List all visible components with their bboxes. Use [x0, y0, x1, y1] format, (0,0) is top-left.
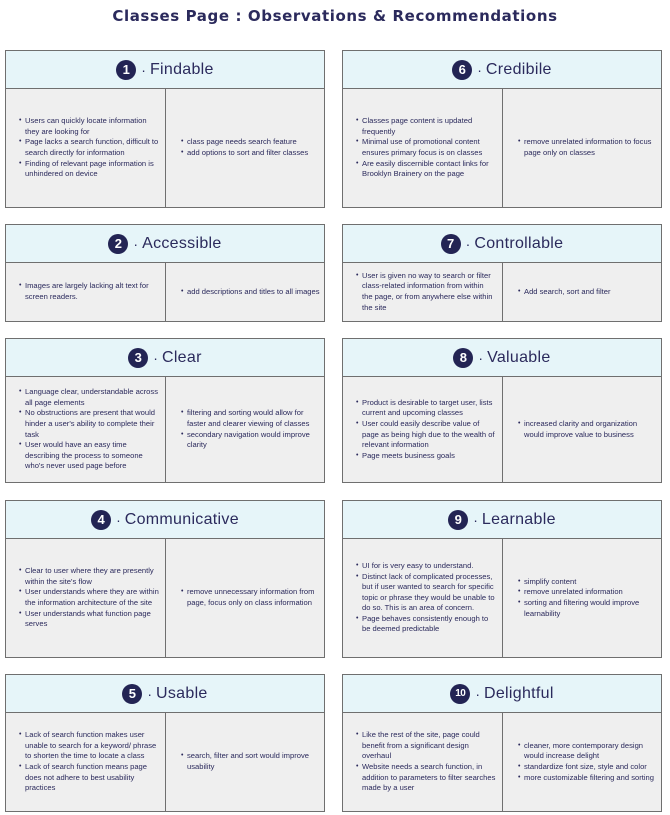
recommendations-column [503, 539, 661, 657]
card-communicative [5, 500, 325, 658]
recommendations-list [518, 287, 657, 298]
recommendation-item: • sorting and filtering would improve learnability [518, 598, 657, 619]
separator-dot: · [465, 235, 471, 252]
card-header [6, 51, 324, 89]
recommendations-column [166, 89, 324, 207]
recommendation-item: • cleaner, more contemporary design would increase delight [518, 741, 657, 762]
observations-column [6, 263, 166, 321]
number-badge: 7 [441, 234, 461, 254]
card-delightful [342, 674, 662, 812]
recommendations-list [518, 577, 657, 619]
recommendations-list [518, 741, 657, 783]
card-body [6, 713, 324, 811]
number-badge: 6 [452, 60, 472, 80]
observation-item: • Page lacks a search function, difficult to search directly for information [19, 137, 159, 158]
card-body [343, 263, 661, 321]
card-header [6, 501, 324, 539]
observations-column [6, 539, 166, 657]
recommendations-column [166, 263, 324, 321]
card-header [6, 675, 324, 713]
observations-column [6, 713, 166, 811]
observations-list [19, 387, 159, 472]
separator-dot: · [478, 349, 484, 366]
recommendations-column [166, 539, 324, 657]
card-header [6, 339, 324, 377]
observation-item: • User could easily describe value of page as being high due to the wealth of relevant information [356, 419, 496, 451]
recommendation-item: • remove unnecessary information from page, focus only on class information [181, 587, 320, 608]
number-badge: 3 [128, 348, 148, 368]
recommendation-item: • remove unrelated information [518, 587, 657, 598]
observation-item: • Users can quickly locate information they are looking for [19, 116, 159, 137]
card-title: Usable [156, 684, 208, 702]
card-header [343, 225, 661, 263]
recommendations-column [166, 713, 324, 811]
observation-item: • Are easily discernible contact links for Brooklyn Brainery on the page [356, 159, 496, 180]
number-badge: 9 [448, 510, 468, 530]
observation-item: • User is given no way to search or filter class-related information from within the page, or from anywhere else within the site [356, 271, 496, 313]
recommendations-column [166, 377, 324, 482]
card-header [343, 339, 661, 377]
observations-list [356, 398, 496, 462]
observation-item: • Website needs a search function, in addition to parameters to filter searches made by a user [356, 762, 496, 794]
recommendations-list [518, 137, 657, 158]
recommendations-list [181, 287, 320, 298]
recommendation-item: • add options to sort and filter classes [181, 148, 320, 159]
card-title: Valuable [487, 348, 551, 366]
observations-column [343, 89, 503, 207]
card-usable [5, 674, 325, 812]
observations-list [19, 566, 159, 630]
recommendation-item: • remove unrelated information to focus page only on classes [518, 137, 657, 158]
observation-item: • Clear to user where they are presently within the site's flow [19, 566, 159, 587]
observation-item: • User understands what function page serves [19, 609, 159, 630]
card-accessible [5, 224, 325, 322]
card-valuable [342, 338, 662, 483]
card-title: Clear [161, 348, 202, 366]
observations-list [356, 116, 496, 180]
observation-item: • UI for is very easy to understand. [356, 561, 496, 572]
separator-dot: · [477, 61, 482, 78]
observation-item: • Product is desirable to target user, lists current and upcoming classes [356, 398, 496, 419]
recommendation-item: • standardize font size, style and color [518, 762, 657, 773]
card-header [343, 501, 661, 539]
card-controllable [342, 224, 662, 322]
observations-list [356, 561, 496, 635]
number-badge: 8 [453, 348, 473, 368]
observations-list [19, 730, 159, 794]
recommendations-list [181, 137, 320, 158]
recommendations-list [181, 408, 320, 450]
recommendation-item: • increased clarity and organization would improve value to business [518, 419, 657, 440]
card-body [6, 377, 324, 482]
observation-item: • No obstructions are present that would hinder a user's ability to complete their task [19, 408, 159, 440]
observations-column [343, 713, 503, 811]
observations-column [343, 263, 503, 321]
card-findable [5, 50, 325, 208]
observation-item: • User would have an easy time describing the process to someone who's never used page before [19, 440, 159, 472]
recommendation-item: • filtering and sorting would allow for faster and clearer viewing of classes [181, 408, 320, 429]
observations-list [356, 730, 496, 794]
recommendations-list [181, 587, 320, 608]
number-badge: 5 [122, 684, 142, 704]
observation-item: • Language clear, understandable across all page elements [19, 387, 159, 408]
observation-item: • Minimal use of promotional content ensures primary focus is on classes [356, 137, 496, 158]
card-learnable [342, 500, 662, 658]
card-title: Controllable [474, 234, 564, 252]
observations-list [19, 116, 159, 180]
card-credibile [342, 50, 662, 208]
number-badge: 2 [108, 234, 128, 254]
card-title: Accessible [142, 234, 222, 252]
observation-item: • Distinct lack of complicated processes, but if user wanted to search for specific topic or phrase they would be unable to do so. This is an area of concern. [356, 572, 496, 614]
card-title: Credibile [485, 60, 552, 78]
observations-column [6, 89, 166, 207]
separator-dot: · [141, 61, 146, 78]
recommendations-column [503, 89, 661, 207]
card-body [6, 539, 324, 657]
observations-list [356, 271, 496, 313]
recommendation-item: • Add search, sort and filter [518, 287, 657, 298]
observation-item: • Classes page content is updated frequently [356, 116, 496, 137]
observation-item: • Like the rest of the site, page could benefit from a significant design overhaul [356, 730, 496, 762]
card-title: Communicative [124, 510, 239, 528]
observations-column [343, 539, 503, 657]
card-body [6, 263, 324, 321]
observation-item: • Images are largely lacking alt text for screen readers. [19, 281, 159, 302]
card-clear [5, 338, 325, 483]
card-body [343, 89, 661, 207]
card-body [6, 89, 324, 207]
card-title: Findable [149, 60, 214, 78]
recommendations-column [503, 263, 661, 321]
recommendation-item: • class page needs search feature [181, 137, 320, 148]
card-body [343, 377, 661, 482]
recommendation-item: • secondary navigation would improve clarity [181, 430, 320, 451]
observation-item: • User understands where they are within the information architecture of the site [19, 587, 159, 608]
recommendation-item: • simplify content [518, 577, 657, 588]
recommendations-column [503, 377, 661, 482]
number-badge: 1 [116, 60, 136, 80]
card-title: Learnable [481, 510, 556, 528]
card-title: Delightful [483, 684, 554, 702]
observation-item: • Lack of search function means page does not adhere to best usability practices [19, 762, 159, 794]
separator-dot: · [475, 685, 480, 702]
card-header [343, 675, 661, 713]
separator-dot: · [153, 349, 158, 366]
number-badge: 4 [91, 510, 111, 530]
observations-list [19, 281, 159, 302]
observations-column [343, 377, 503, 482]
card-header [6, 225, 324, 263]
card-body [343, 713, 661, 811]
separator-dot: · [473, 511, 478, 528]
observation-item: • Page behaves consistently enough to be deemed predictable [356, 614, 496, 635]
recommendations-list [181, 751, 320, 772]
observation-item: • Page meets business goals [356, 451, 496, 462]
separator-dot: · [147, 685, 153, 702]
recommendation-item: • more customizable filtering and sorting [518, 773, 657, 784]
recommendations-column [503, 713, 661, 811]
observation-item: • Lack of search function makes user unable to search for a keyword/ phrase to shorten the time to locate a class [19, 730, 159, 762]
recommendations-list [518, 419, 657, 440]
card-body [343, 539, 661, 657]
recommendation-item: • search, filter and sort would improve usability [181, 751, 320, 772]
recommendation-item: • add descriptions and titles to all images [181, 287, 320, 298]
separator-dot: · [133, 235, 139, 252]
observation-item: • Finding of relevant page information is unhindered on device [19, 159, 159, 180]
page-title: Classes Page : Observations & Recommendations [112, 7, 558, 25]
separator-dot: · [116, 511, 121, 528]
card-header [343, 51, 661, 89]
observations-column [6, 377, 166, 482]
number-badge: 10 [450, 684, 470, 704]
